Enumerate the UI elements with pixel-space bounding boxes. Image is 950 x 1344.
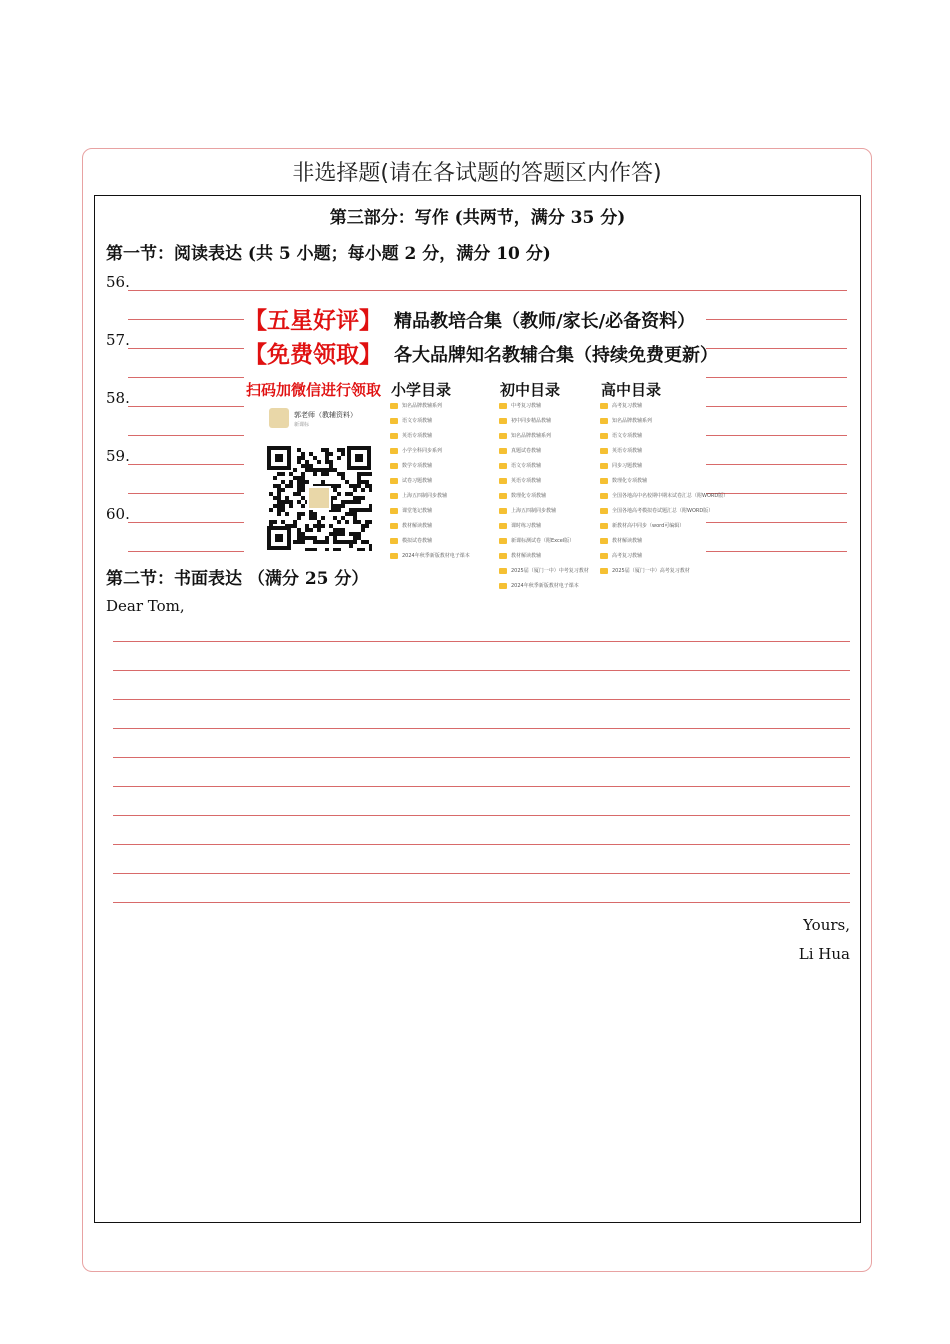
folder-item: 课堂笔记教辅	[390, 507, 470, 522]
writing-line[interactable]	[113, 873, 850, 874]
ad-column-list	[600, 402, 728, 582]
ad-column-title: 小学目录	[391, 381, 452, 399]
ad-column-list	[390, 402, 470, 567]
writing-line[interactable]	[113, 786, 850, 787]
section1-title: 第一节：阅读表达 (共 5 小题；每小题 2 分，满分 10 分)	[106, 244, 551, 264]
folder-item: 2025届（厦门一中）高考复习教材	[600, 567, 728, 582]
part-title: 第三部分：写作 (共两节，满分 35 分)	[329, 208, 626, 228]
frame-title: 非选择题(请在各试题的答题区内作答)	[292, 161, 662, 186]
folder-item: 教材解读教辅	[600, 537, 728, 552]
folder-item: 数学专项教辅	[390, 462, 470, 477]
ad-scan-text: 扫码加微信进行领取	[246, 381, 382, 399]
question-number: 57.	[106, 331, 130, 349]
teacher-avatar	[269, 408, 289, 428]
writing-line[interactable]	[113, 757, 850, 758]
folder-item: 知名品牌教辅系列	[499, 432, 589, 447]
folder-item: 语文专项教辅	[390, 417, 470, 432]
question-number: 60.	[106, 505, 130, 523]
answer-line[interactable]	[128, 290, 847, 291]
writing-line[interactable]	[113, 902, 850, 903]
writing-line[interactable]	[113, 641, 850, 642]
folder-item: 高考复习教辅	[600, 552, 728, 567]
question-number: 59.	[106, 447, 130, 465]
folder-item: 英语专项教辅	[600, 447, 728, 462]
folder-item: 真题试卷教辅	[499, 447, 589, 462]
folder-item: 2025届（厦门一中）中考复习教材	[499, 567, 589, 582]
section2-title: 第二节：书面表达 （满分 25 分）	[106, 569, 369, 589]
folder-item: 知名品牌教辅系列	[390, 402, 470, 417]
teacher-name: 郭老师（教辅资料）	[294, 411, 357, 419]
ad-line1-red: 【五星好评】	[244, 308, 382, 334]
folder-item: 语文专项教辅	[600, 432, 728, 447]
writing-line[interactable]	[113, 670, 850, 671]
folder-item: 小学全科同步系列	[390, 447, 470, 462]
folder-item: 教材解读教辅	[390, 522, 470, 537]
ad-column-title: 初中目录	[500, 381, 561, 399]
folder-item: 课时练习教辅	[499, 522, 589, 537]
writing-line[interactable]	[113, 844, 850, 845]
folder-item: 英语专项教辅	[390, 432, 470, 447]
folder-item: 高考复习教辅	[600, 402, 728, 417]
folder-item: 2024年秋季新版教材电子课本	[390, 552, 470, 567]
folder-item: 数理化专项教辅	[600, 477, 728, 492]
salutation: Dear Tom,	[106, 597, 185, 615]
folder-item: 新教材高中同步（word可编辑）	[600, 522, 728, 537]
qr-code-icon[interactable]	[266, 445, 372, 551]
teacher-subtitle: 新课标	[294, 422, 310, 428]
folder-item: 模拟试卷教辅	[390, 537, 470, 552]
folder-item: 2024年秋季新版教材电子课本	[499, 582, 589, 597]
folder-item: 数理化专项教辅	[499, 492, 589, 507]
folder-item: 语文专项教辅	[499, 462, 589, 477]
folder-item: 试卷习题教辅	[390, 477, 470, 492]
writing-line[interactable]	[113, 728, 850, 729]
closing: Yours,	[803, 916, 850, 934]
writing-line[interactable]	[113, 699, 850, 700]
folder-item: 英语专项教辅	[499, 477, 589, 492]
question-number: 58.	[106, 389, 130, 407]
ad-line2-black: 各大品牌知名教辅合集（持续免费更新）	[394, 345, 718, 366]
writing-line[interactable]	[113, 815, 850, 816]
folder-item: 初中同步精品教辅	[499, 417, 589, 432]
ad-line1-black: 精品教培合集（教师/家长/必备资料）	[394, 311, 696, 332]
folder-item: 全国各地高考模拟卷试题汇总（附WORD版）	[600, 507, 728, 522]
ad-column-list	[499, 402, 589, 597]
ad-banner[interactable]	[244, 300, 729, 589]
folder-item: 上海五四制同步教辅	[390, 492, 470, 507]
signature: Li Hua	[798, 945, 850, 963]
folder-item: 知名品牌教辅系列	[600, 417, 728, 432]
ad-line2-red: 【免费领取】	[244, 342, 382, 368]
folder-item: 新课标测试卷（附Excel版）	[499, 537, 589, 552]
folder-item: 全国各地高中名校期中期末试卷汇总（附WORD版）	[600, 492, 728, 507]
folder-item: 同步习题教辅	[600, 462, 728, 477]
ad-column-title: 高中目录	[601, 381, 662, 399]
folder-item: 教材解读教辅	[499, 552, 589, 567]
folder-item: 中考复习教辅	[499, 402, 589, 417]
question-number: 56.	[106, 273, 130, 291]
folder-item: 上海五四制同步教辅	[499, 507, 589, 522]
